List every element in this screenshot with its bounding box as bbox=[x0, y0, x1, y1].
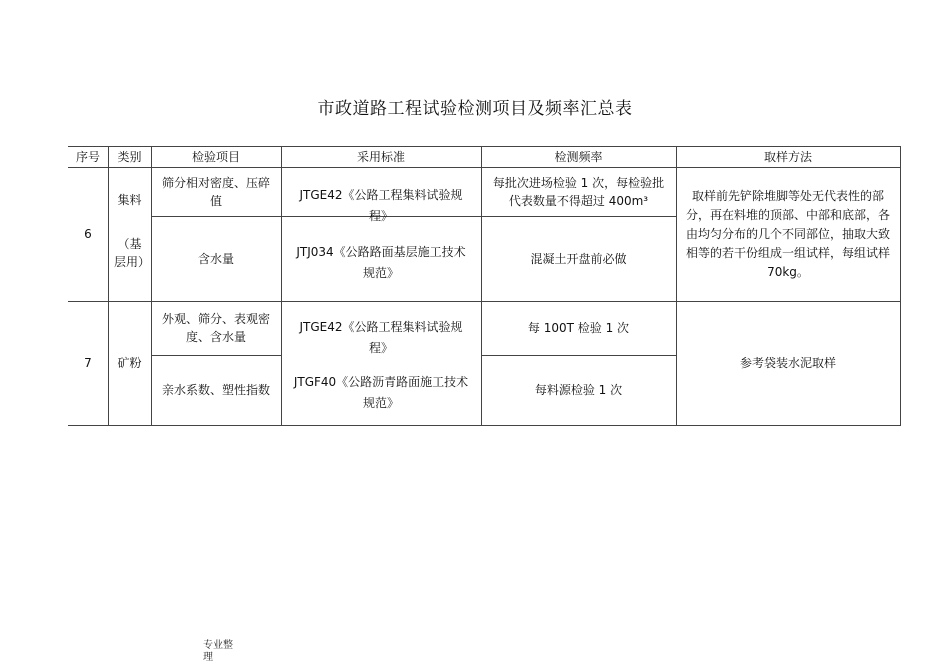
header-cell-category: 类别 bbox=[117, 149, 142, 164]
row-6-standard-2: JTJ034《公路路面基层施工技术规范》 bbox=[296, 245, 466, 280]
document-title: 市政道路工程试验检测项目及频率汇总表 bbox=[317, 99, 633, 119]
row-6-item-2: 含水量 bbox=[197, 251, 234, 266]
row-6-category-top: 集料 bbox=[117, 193, 142, 207]
row-6-sampling: 取样前先铲除堆脚等处无代表性的部分，再在料堆的顶部、中部和底部，各由均匀分布的几个不同部位，抽取大致相等的若干份组成一组试样，每组试样 70kg。 bbox=[685, 188, 890, 279]
row-6-item-1: 筛分相对密度、压碎值 bbox=[161, 175, 270, 208]
row-7-no: 7 bbox=[84, 356, 92, 370]
row-6-category-bottom: （基层用） bbox=[114, 237, 151, 269]
row-6-standard-1: JTGE42《公路工程集料试验规程》 bbox=[299, 188, 463, 223]
page-footer bbox=[203, 640, 233, 664]
header-cell-no: 序号 bbox=[75, 149, 100, 164]
row-6-frequency-1: 每批次进场检验 1 次，每检验批代表数量不得超过 400m³ bbox=[492, 175, 665, 208]
row-7-category: 矿粉 bbox=[117, 356, 142, 370]
footer-line-1: 专业整 bbox=[203, 640, 233, 651]
footer-line-2: 理 bbox=[203, 652, 213, 663]
header-cell-standard: 采用标准 bbox=[356, 149, 405, 164]
row-7-standard-1: JTGE42《公路工程集料试验规程》 bbox=[299, 320, 463, 355]
header-cell-sampling: 取样方法 bbox=[763, 149, 812, 164]
row-7-standard-2: JTGF40《公路沥青路面施工技术规范》 bbox=[293, 375, 469, 410]
row-7-sampling: 参考袋装水泥取样 bbox=[739, 356, 836, 370]
row-7-item-1: 外观、筛分、表观密度、含水量 bbox=[161, 312, 270, 344]
row-7-item-2: 亲水系数、塑性指数 bbox=[161, 383, 270, 397]
row-7-frequency-1: 每 100T 检验 1 次 bbox=[527, 321, 630, 335]
row-6-no: 6 bbox=[84, 227, 92, 241]
row-6-frequency-2: 混凝土开盘前必做 bbox=[530, 251, 627, 266]
row-7-frequency-2: 每料源检验 1 次 bbox=[534, 383, 623, 397]
header-cell-item: 检验项目 bbox=[191, 149, 240, 164]
header-cell-frequency: 检测频率 bbox=[554, 149, 603, 164]
